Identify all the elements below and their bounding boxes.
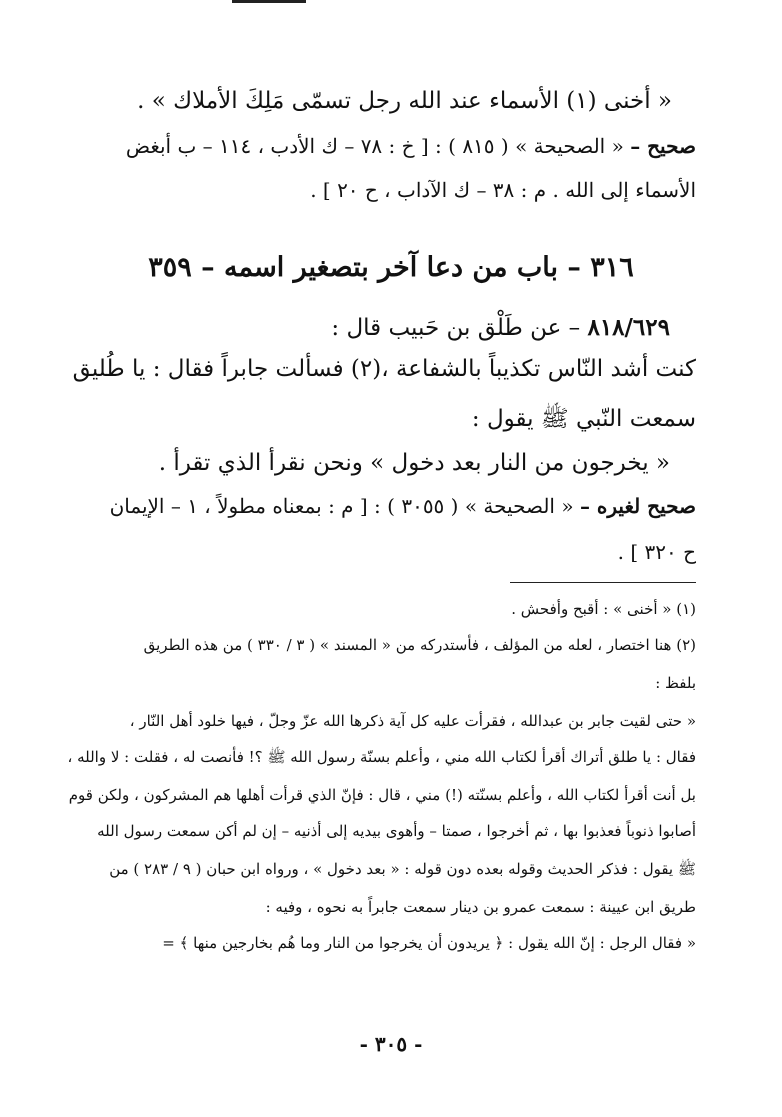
hadith-text-line-3: سمعت النّبي ﷺ يقول : <box>471 406 696 432</box>
footnote-2-cont-5: أصابوا ذنوباً فعذبوا بها ، ثم أخرجوا ، صمتا – وأهوى بيديه إلى أذنيه – إن لم أكن سمعت رسول الله <box>97 822 696 840</box>
footnote-2-cont-1: بلفظ : <box>655 674 696 692</box>
top-rule <box>232 0 306 3</box>
footnote-2-cont-3: فقال : يا طلق أتراك أقرأ لكتاب الله مني ، وأعلم بسنّة رسول الله ﷺ ؟! فأنصت له ، فقلت : لا والله ، <box>67 748 696 766</box>
footnote-2-cont-6: ﷺ يقول : فذكر الحديث وقوله بعده دون قوله : « بعد دخول » ، ورواه ابن حبان ( ٩ / ٢٨٣ ) من <box>109 860 696 878</box>
footnote-2-cont-2: « حتى لقيت جابر بن عبدالله ، فقرأت عليه كل آية ذكرها الله عزّ وجلّ ، فيها خلود أهل النّار ، <box>129 712 696 730</box>
grading-line-1 <box>126 134 696 158</box>
hadith-text-line-1: « أخنى (١) الأسماء عند الله رجل تسمّى مَلِكَ الأملاك » . <box>137 88 672 114</box>
chapter-heading: ٣١٦ – باب من دعا آخر بتصغير اسمه – ٣٥٩ <box>148 252 634 283</box>
footnote-1: (١) « أخنى » : أقبح وأفحش . <box>511 600 696 618</box>
footnote-2-cont-8: « فقال الرجل : إنّ الله يقول : ﴿ يريدون أن يخرجوا من النار وما هُم بخارجين منها ﴾ = <box>162 934 696 952</box>
footnote-divider <box>510 582 696 583</box>
grading-line-2: الأسماء إلى الله . م : ٣٨ – ك الآداب ، ح ٢٠ ] . <box>310 178 696 202</box>
page-number: - ٣٠٥ - <box>359 1032 423 1056</box>
footnote-2: (٢) هنا اختصار ، لعله من المؤلف ، فأستدركه من « المسند » ( ٣ / ٣٣٠ ) من هذه الطريق <box>143 636 696 654</box>
grading-label: صحيح – <box>630 134 696 158</box>
footnote-2-cont-7: طريق ابن عيينة : سمعت عمرو بن دينار سمعت جابراً به نحوه ، وفيه : <box>265 898 696 916</box>
footnote-2-cont-4: بل أنت أقرأ لكتاب الله ، وأعلم بسنّته (!) مني ، قال : فإنّ الذي قرأت أهلها هم المشركون ، ولكن قوم <box>68 786 696 804</box>
hadith-text-line-2: كنت أشد النّاس تكذيباً بالشفاعة ،(٢) فسألت جابراً فقال : يا طُليق <box>72 356 696 382</box>
grading-source: « الصحيحة » ( ٨١٥ ) : [ خ : ٧٨ – ك الأدب ، ١١٤ – ب أبغض <box>125 134 631 158</box>
grading-line-3 <box>110 494 696 518</box>
grading-source-2: « الصحيحة » ( ٣٠٥٥ ) : [ م : بمعناه مطولاً ، ١ – الإيمان <box>109 494 580 518</box>
hadith-number: ٨١٨/٦٢٩ <box>587 314 670 341</box>
narrator-intro: – عن طَلْق بن حَبيب قال : <box>331 315 588 341</box>
grading-label-2: صحيح لغيره – <box>579 494 696 518</box>
hadith-number-line <box>331 314 670 341</box>
hadith-text-line-4: « يخرجون من النار بعد دخول » ونحن نقرأ الذي تقرأ . <box>158 450 670 476</box>
grading-line-4: ح ٣٢٠ ] . <box>617 540 696 564</box>
